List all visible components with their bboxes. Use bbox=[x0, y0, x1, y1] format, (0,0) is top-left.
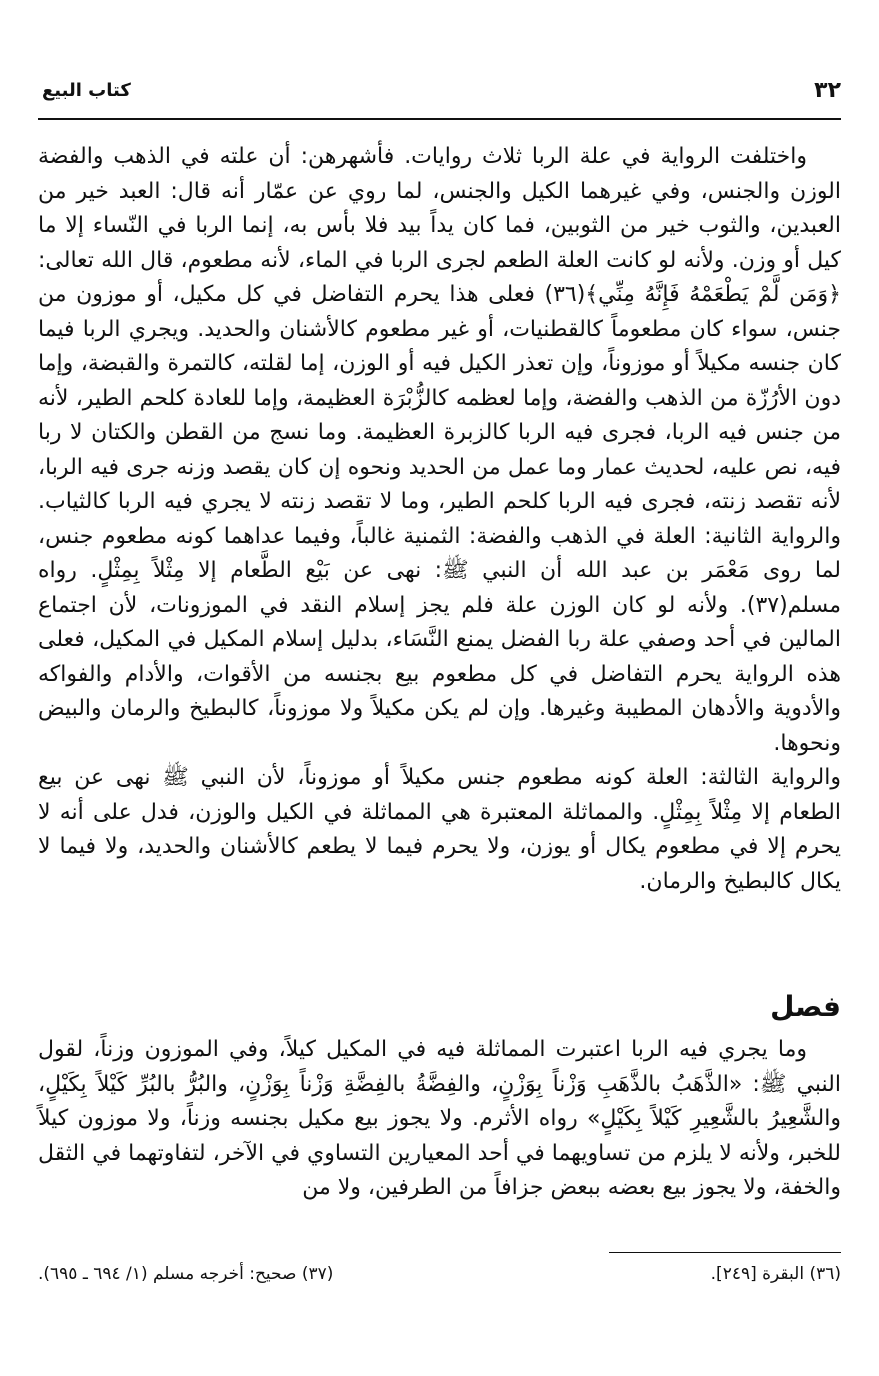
section-text bbox=[38, 1033, 841, 1206]
section-heading: فصل bbox=[770, 990, 841, 1023]
footnote-rule bbox=[609, 1252, 841, 1253]
main-text bbox=[38, 140, 841, 899]
paragraph-section-body: وما يجري فيه الربا اعتبرت المماثلة فيه في المكيل كيلاً، وفي الموزون وزناً، لقول النبي ﷺ: «الذَّهَبُ بالذَّهَبِ وَزْناً بِوَزْنٍ، والفِضَّةُ بالفِضَّةِ وَزْناً بِوَزْنٍ، والبُرُّ بالبُرِّ كَيْلاً بِكَيْلٍ، والشَّعِيرُ بالشَّعِيرِ كَيْلاً بِكَيْلٍ» رواه الأثرم. ولا يجوز بيع مكيل بجنسه وزناً، ولا موزون كيلاً للخبر، ولأنه لا يلزم من تساويهما في أحد المعيارين التساوي في الآخر، لتفاوتهما في الثقل والخفة، ولا يجوز بيع بعضه ببعض جزافاً من الطرفين، ولا من bbox=[38, 1037, 841, 1200]
paragraph-third-narration: والرواية الثالثة: العلة كونه مطعوم جنس مكيلاً أو موزوناً، لأن النبي ﷺ نهى عن بيع الطعام إلا مِثْلاً بِمِثْلٍ. والمماثلة المعتبرة هي المماثلة في الكيل والوزن، فدل على أنه لا يحرم إلا في مطعوم يكال أو يوزن، ولا يحرم فيما لا يطعم كالأشنان والحديد، ولا فيما لا يكال كالبطيخ والرمان. bbox=[38, 765, 841, 894]
footnote-37: (٣٧) صحيح: أخرجه مسلم (١/ ٦٩٤ ـ ٦٩٥). bbox=[38, 1264, 334, 1284]
running-header bbox=[42, 70, 841, 110]
page-number: ٣٢ bbox=[814, 77, 841, 103]
footnotes bbox=[38, 1264, 841, 1284]
footnote-36: (٣٦) البقرة [٢٤٩]. bbox=[710, 1264, 841, 1284]
header-rule bbox=[38, 118, 841, 120]
paragraph-riba-causes: واختلفت الرواية في علة الربا ثلاث روايات. فأشهرهن: أن علته في الذهب والفضة الوزن والجنس، وفي غيرهما الكيل والجنس، لما روي عن عمّار أنه قال: العبد خير من العبدين، والثوب خير من الثوبين، فما كان يداً بيد فلا بأس به، إنما الربا في النّساء إلا ما كيل أو وزن. ولأنه لو كانت العلة الطعم لجرى الربا في الماء، لأنه مطعوم، قال الله تعالى: ﴿وَمَن لَّمْ يَطْعَمْهُ فَإِنَّهُ مِنِّي﴾(٣٦) فعلى هذا يحرم التفاضل في كل مكيل، أو موزون من جنس، سواء كان مطعوماً كالقطنيات، أو غير مطعوم كالأشنان والحديد. ويجري الربا فيما كان جنسه مكيلاً أو موزوناً، وإن تعذر الكيل فيه أو الوزن، إما لقلته، كالتمرة والقبضة، وإما دون الأرُزّة من الذهب والفضة، وإما لعظمه كالزُّبْرَة العظيمة، وإما للعادة كلحم الطير، لأنه من جنس فيه الربا، فجرى فيه الربا كالزبرة العظيمة. وما نسج من القطن والكتان لا ربا فيه، نص عليه، لحديث عمار وما عمل من الحديد ونحوه إن كان يقصد وزنه جرى فيه الربا، لأنه تقصد زنته، فجرى فيه الربا كلحم الطير، وما لا تقصد زنته لا يجري فيه الربا كالثياب. والرواية الثانية: العلة في الذهب والفضة: الثمنية غالباً، وفيما عداهما كونه مطعوم جنس، لما روى مَعْمَر بن عبد الله أن النبي ﷺ: نهى عن بَيْع الطَّعام إلا مِثْلاً بِمِثْلٍ. رواه مسلم(٣٧). ولأنه لو كان الوزن علة فلم يجز إسلام النقد في الموزونات، لأن اجتماع المالين في أحد وصفي علة ربا الفضل يمنع النَّسَاء، بدليل إسلام المكيل في المكيل، فعلى هذه الرواية يحرم التفاضل في كل مطعوم بيع بجنسه من الأقوات، والأدام والفواكه والأدوية والأدهان المطيبة وغيرها. وإن لم يكن مكيلاً ولا موزوناً، كالبطيخ والرمان والبيض ونحوها. bbox=[38, 144, 842, 756]
book-title: كتاب البيع bbox=[42, 79, 131, 101]
